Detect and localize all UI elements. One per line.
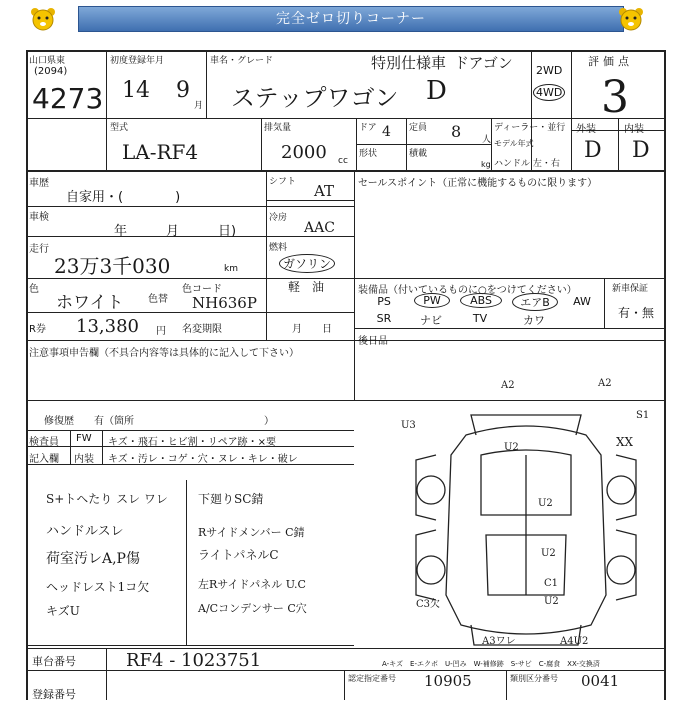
note-right-3: ライトパネルC: [198, 548, 279, 562]
history-label: 車歴: [29, 178, 49, 189]
mark-c3: C3欠: [416, 599, 441, 610]
warranty-label: 新車保証: [612, 284, 649, 294]
banner-title: 完全ゼロ切りコーナー: [78, 6, 624, 32]
equip-abs: ABS: [460, 293, 502, 308]
first-reg-label: 初度登録年月: [110, 56, 165, 66]
fuel-gas: ガソリン: [279, 254, 335, 273]
class-label: 類別区分番号: [510, 674, 558, 683]
dealer-label: ディーラー・並行: [494, 123, 566, 133]
equip-sr: SR: [376, 312, 392, 325]
inspection-label: 車検: [29, 212, 49, 223]
note-left-2: ハンドルスレ: [46, 524, 124, 539]
inspector-label: 検査員: [29, 437, 59, 448]
recycle-value: 13,380: [76, 316, 139, 337]
grade: D: [426, 76, 447, 106]
shape-label: 形状: [359, 149, 378, 159]
rear-seat-label: 後日品: [358, 336, 388, 347]
banner: [0, 0, 700, 38]
car-body-diagram: [396, 395, 664, 653]
mark-u2-b: U2: [538, 498, 553, 509]
mark-u3: U3: [401, 420, 416, 431]
history-value: 自家用・( ): [66, 190, 181, 205]
auction-sheet: [26, 50, 666, 700]
bear-mascot-icon: [28, 6, 58, 32]
note-right-5: A/Cコンデンサー C穴: [198, 602, 307, 615]
drive-2wd: 2WD: [536, 64, 563, 77]
entry-label: 記入欄: [29, 454, 59, 465]
score-label: 評価点: [588, 55, 633, 68]
model-label: 型式: [110, 123, 129, 133]
displacement-value: 2000: [281, 142, 327, 163]
equip-ps: PS: [377, 295, 391, 308]
mark-xx: XX: [616, 435, 634, 449]
note-left-3: 荷室汚レA,P傷: [46, 551, 140, 567]
km-unit: km: [224, 264, 238, 274]
interior-items: キズ・汚レ・コゲ・穴・ヌレ・キレ・破レ: [108, 454, 298, 465]
auth-value: 10905: [424, 672, 472, 690]
caution-label: 注意事項申告欄（不具合内容等は具体的に記入して下さい）: [29, 348, 299, 359]
interior-label: 内装: [624, 124, 644, 135]
fw-items: キズ・飛石・ヒビ割・リペア跡・×要: [108, 437, 276, 448]
ac-value: AAC: [304, 220, 335, 236]
month-unit: 月: [194, 101, 204, 111]
mark-a4u2: A4U2: [560, 636, 589, 647]
reg-label: 登録番号: [32, 688, 76, 701]
kg-unit: kg: [481, 160, 491, 169]
mark-a2-front-right: A2: [598, 378, 612, 389]
yen-unit: 円: [156, 326, 166, 337]
first-reg-year: 14: [122, 78, 150, 103]
repair-label: 修復歴 有（箇所 ）: [44, 416, 274, 427]
shift-value: AT: [314, 182, 335, 200]
color-change-label: 色替: [148, 294, 168, 305]
region-code: (2094): [34, 66, 68, 77]
capacity-label: 定員: [409, 123, 428, 133]
displacement-label: 排気量: [264, 123, 292, 133]
note-right-2: Rサイドメンバー C錆: [198, 526, 305, 539]
model-year-label: モデル年式: [494, 139, 534, 148]
fuel-diesel: 軽 油: [288, 280, 325, 294]
mileage-label: 走行: [29, 244, 49, 255]
interior-short-label: 内装: [74, 454, 94, 465]
equip-navi: ナビ: [420, 314, 442, 327]
capacity-unit: 人: [482, 135, 492, 145]
color-code-value: NH636P: [192, 294, 257, 312]
handle-label: ハンドル 左・右: [494, 159, 560, 169]
mark-a2-front-left: A2: [501, 380, 515, 391]
fuel-label: 燃料: [269, 243, 288, 253]
auth-label: 認定指定番号: [348, 674, 396, 683]
shift-label: シフト: [269, 177, 297, 187]
warranty-value: 有・無: [618, 306, 655, 320]
bear-mascot-icon: [616, 6, 646, 32]
note-left-5: キズU: [46, 604, 80, 618]
load-label: 積載: [409, 149, 428, 159]
equip-airbag: エアB: [512, 293, 558, 311]
fw-label: FW: [76, 433, 92, 444]
first-reg-month: 9: [176, 78, 190, 103]
mark-s1: S1: [636, 410, 650, 421]
doors-value: 4: [382, 124, 391, 140]
equip-pw: PW: [414, 293, 450, 308]
note-right-1: 下廻りSC錆: [198, 492, 264, 506]
ac-label: 冷房: [269, 213, 288, 223]
interior-grade: D: [632, 138, 650, 163]
special-spec: 特別仕様車: [371, 54, 447, 72]
mark-c1: C1: [544, 578, 559, 589]
name-change-label: 名変期限: [182, 324, 222, 335]
body-type: ドアゴン: [454, 54, 513, 72]
chassis-value: RF4 - 1023751: [126, 650, 262, 671]
note-right-4: 左Rサイドパネル U.C: [198, 578, 306, 591]
equipment-label: 装備品（付いているものに○をつけてください）: [358, 285, 577, 296]
sales-point-label: セールスポイント（正常に機能するものに限ります）: [358, 178, 598, 189]
car-name-label: 車名・グレード: [210, 56, 274, 66]
note-left-4: ヘッドレスト1コ欠: [46, 580, 150, 594]
color-value: ホワイト: [56, 293, 124, 313]
lot-number: 4273: [32, 82, 104, 115]
score: 3: [601, 72, 629, 123]
mark-a3: A3ワレ: [482, 636, 516, 647]
damage-legend: A-キズ E-エクボ U-凹み W-補修跡 S-サビ C-腐食 XX-交換済: [382, 660, 600, 668]
equip-tv: TV: [472, 312, 488, 325]
capacity-value: 8: [451, 122, 462, 141]
drive-4wd: 4WD: [533, 84, 565, 101]
doors-label: ドア: [359, 123, 377, 133]
recycle-label: R券: [29, 324, 46, 335]
class-value: 0041: [581, 672, 620, 690]
color-label: 色: [29, 284, 39, 295]
chassis-label: 車台番号: [32, 655, 76, 668]
model-value: LA-RF4: [122, 140, 199, 164]
mark-u2-d: U2: [544, 596, 559, 607]
equip-leather: カワ: [523, 314, 545, 327]
exterior-label: 外装: [576, 124, 596, 135]
inspection-value: 年 月 日): [114, 224, 237, 239]
note-left-1: S+トヘたり スレ ワレ: [46, 492, 168, 506]
color-code-label: 色コード: [182, 284, 222, 295]
mileage-value: 23万3千030: [54, 254, 171, 278]
mark-u2-a: U2: [504, 442, 519, 453]
region-label: 山口県東: [29, 56, 66, 66]
mark-u2-c: U2: [541, 548, 556, 559]
equip-aw: AW: [573, 295, 591, 308]
cc-unit: cc: [338, 156, 348, 166]
car-name: ステップワゴン: [231, 84, 399, 112]
name-change-value: 月 日: [292, 324, 332, 335]
exterior-grade: D: [584, 138, 602, 163]
